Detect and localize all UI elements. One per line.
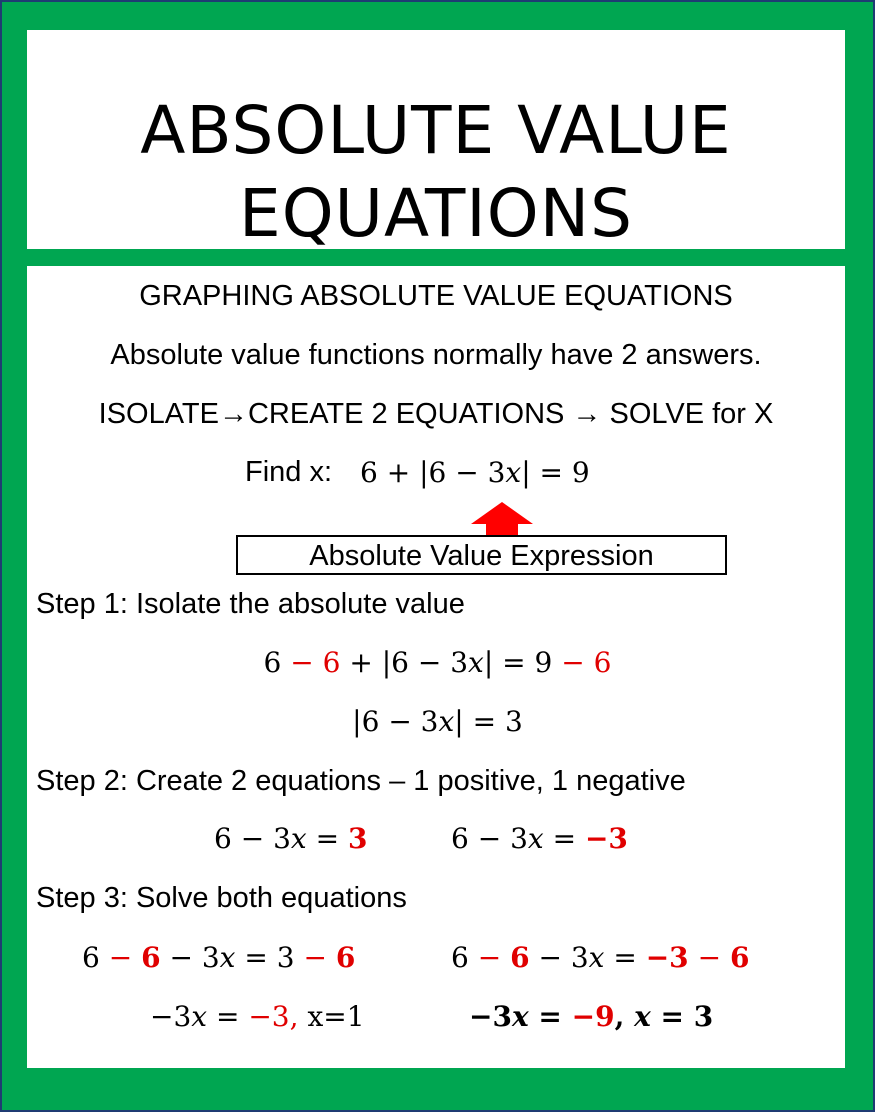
step-1: Step 1: Isolate the absolute value: [36, 588, 465, 620]
negative-equation: 6 − 3x = −3: [451, 822, 628, 855]
title-line-2: EQUATIONS: [239, 175, 633, 252]
intro-text: Absolute value functions normally have 2 answers.: [110, 339, 762, 371]
title-line-1: ABSOLUTE VALUE: [140, 92, 732, 169]
step-1-equation: 6 − 6 + |6 − 3x| = 9 − 6: [263, 646, 612, 679]
solution-1: −3x = −3, x=1: [150, 1000, 365, 1033]
step-1-result: |6 − 3x| = 3: [352, 705, 523, 738]
solve-positive: 6 − 6 − 3x = 3 − 6: [82, 941, 356, 974]
solution-2: −3x = −9, x = 3: [469, 1000, 714, 1033]
solve-negative: 6 − 6 − 3x = −3 − 6: [451, 941, 750, 974]
absolute-value-expression-box: Absolute Value Expression: [236, 535, 727, 575]
positive-equation: 6 − 3x = 3: [214, 822, 368, 855]
solution-1-x: x=1: [307, 1000, 365, 1033]
process-text: ISOLATE→CREATE 2 EQUATIONS → SOLVE for X: [98, 398, 774, 430]
given-equation: 6 + |6 − 3x| = 9: [360, 456, 590, 489]
step-3: Step 3: Solve both equations: [36, 882, 407, 914]
find-x-label: Find x:: [245, 456, 333, 488]
subtitle: GRAPHING ABSOLUTE VALUE EQUATIONS: [139, 280, 733, 312]
step-2: Step 2: Create 2 equations – 1 positive, 1 negative: [36, 765, 686, 797]
title-panel: [27, 30, 845, 252]
